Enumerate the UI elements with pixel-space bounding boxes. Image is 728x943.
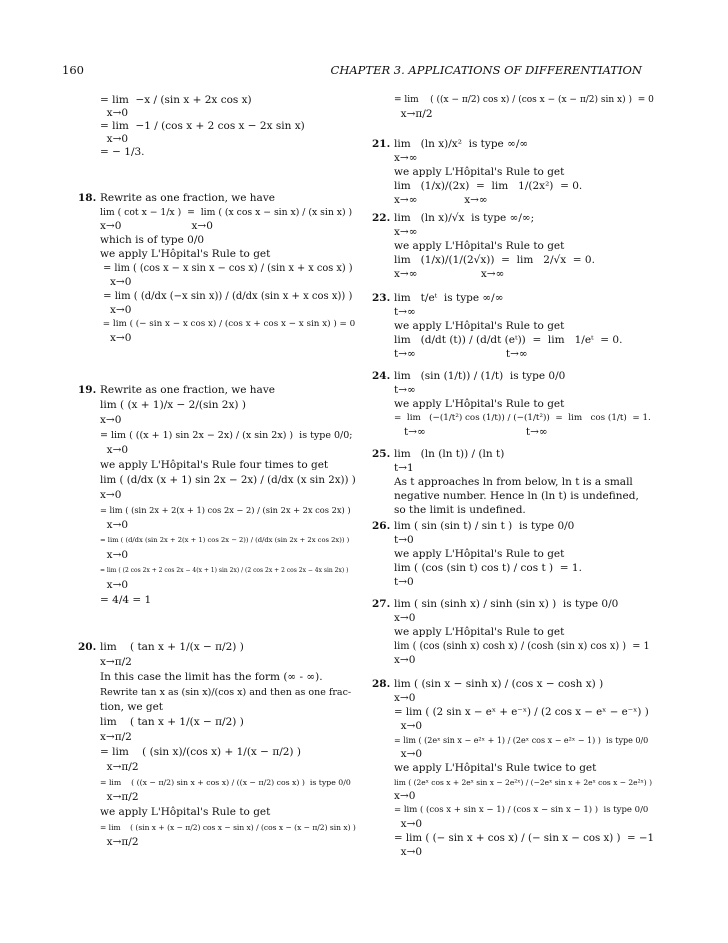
solution-line: lim ( (d/dx (x + 1) sin 2x − 2x) / (d/dx (x sin 2x)) ) <box>100 474 356 486</box>
solution-line: = lim (−(1/t²) cos (1/t)) / (−(1/t²)) = lim cos (1/t) = 1. <box>394 413 651 423</box>
continued-solution-20 <box>372 94 654 138</box>
solution-line: lim t/eᵗ is type ∞/∞ <box>394 292 504 304</box>
solution-line: t→∞ <box>394 306 416 318</box>
solution-line: = lim ( ((x − π/2) cos x) / (cos x − (x − π/2) sin x) ) = 0 <box>394 95 654 105</box>
solution-line: = lim −x / (sin x + 2x cos x) <box>100 94 252 106</box>
solution-line: negative number. Hence ln (ln t) is undefined, <box>394 490 639 502</box>
problem-number: 23. <box>372 292 391 304</box>
solution-line: we apply L'Hôpital's Rule to get <box>394 548 565 560</box>
solution-line: = − 1/3. <box>100 146 145 158</box>
solution-line: = lim ( (cos x − x sin x − cos x) / (sin x + x cos x) ) <box>100 263 353 274</box>
solution-line: lim (ln (ln t)) / (ln t) <box>394 448 505 460</box>
problem-20 <box>78 641 356 861</box>
solution-line: x→0 <box>394 748 423 760</box>
solution-line: x→∞ <box>394 152 418 164</box>
solution-line: x→0 <box>394 720 423 732</box>
solution-line: lim ( (2eˣ cos x + 2eˣ sin x − 2e²ˣ) / (−2eˣ sin x + 2eˣ cos x − 2e²ˣ) ) <box>394 778 653 787</box>
solution-line: t→0 <box>394 534 414 546</box>
solution-line: As t approaches ln from below, ln t is a small <box>394 476 633 488</box>
solution-line: we apply L'Hôpital's Rule to get <box>100 806 271 818</box>
solution-line: lim (1/x)/(1/(2√x)) = lim 2/√x = 0. <box>394 254 595 266</box>
problem-number: 27. <box>372 598 391 610</box>
problem-number: 19. <box>78 384 97 396</box>
solution-line: we apply L'Hôpital's Rule to get <box>394 398 565 410</box>
solution-line: = lim ( (sin 2x + 2(x + 1) cos 2x − 2) / (sin 2x + 2x cos 2x) ) <box>100 505 351 515</box>
solution-line: x→π/2 <box>100 731 132 743</box>
solution-line: = lim ( (− sin x − x cos x) / (cos x + cos x − x sin x) ) = 0 <box>100 319 356 329</box>
solution-line: x→π/2 <box>100 656 132 668</box>
solution-line: x→0 <box>100 107 129 119</box>
problem-solution <box>394 520 654 598</box>
solution-line: t→∞ t→∞ <box>394 426 548 438</box>
solution-line: = lim ( ((x − π/2) sin x + cos x) / ((x − π/2) cos x) ) is type 0/0 <box>100 778 351 787</box>
problem-23 <box>372 292 654 370</box>
solution-line: lim (ln x)/x² is type ∞/∞ <box>394 138 529 150</box>
solution-line: lim (1/x)/(2x) = lim 1/(2x²) = 0. <box>394 180 583 192</box>
problem-solution <box>394 598 654 678</box>
solution-line: we apply L'Hôpital's Rule twice to get <box>394 762 597 774</box>
solution-line: x→0 <box>394 692 416 704</box>
solution-line: x→0 <box>100 332 132 344</box>
solution-line: lim ( (cos (sin t) cos t) / cos t ) = 1. <box>394 562 582 574</box>
problem-solution <box>394 370 654 448</box>
problem-number: 24. <box>372 370 391 382</box>
problem-27 <box>372 598 654 678</box>
solution-line: x→0 <box>394 790 416 802</box>
solution-line: = lim ( (sin x + (x − π/2) cos x − sin x) / (cos x − (x − π/2) sin x) ) <box>100 823 356 832</box>
solution-line: we apply L'Hôpital's Rule to get <box>394 626 565 638</box>
problem-solution <box>394 292 654 370</box>
solution-line: x→0 <box>100 133 129 145</box>
problem-solution <box>100 192 356 384</box>
solution-line: = lim ( ((x + 1) sin 2x − 2x) / (x sin 2x) ) is type 0/0; <box>100 430 353 441</box>
chapter-title: CHAPTER 3. APPLICATIONS OF DIFFERENTIATION <box>330 63 642 77</box>
solution-line: t→∞ <box>394 384 416 396</box>
solution-line: lim ( sin (sinh x) / sinh (sin x) ) is type 0/0 <box>394 598 619 610</box>
solution-line: lim ( sin (sin t) / sin t ) is type 0/0 <box>394 520 575 532</box>
solution-line: x→0 <box>100 304 132 316</box>
problem-19 <box>78 384 356 641</box>
problem-number: 25. <box>372 448 391 460</box>
solution-line: tion, we get <box>100 701 164 713</box>
solution-line: x→∞ x→∞ <box>394 268 505 280</box>
solution-line: Rewrite as one fraction, we have <box>100 192 275 204</box>
problem-18 <box>78 192 356 384</box>
solution-line: x→0 <box>100 519 129 531</box>
problem-number: 28. <box>372 678 391 690</box>
left-column <box>78 94 356 861</box>
solution-line: lim ( (sin x − sinh x) / (cos x − cosh x) ) <box>394 678 604 690</box>
solution-line: = lim ( (sin x)/(cos x) + 1/(x − π/2) ) <box>100 746 301 758</box>
solution-line: x→0 <box>100 579 129 591</box>
solution-line: t→0 <box>394 576 414 588</box>
solution-line: x→∞ x→∞ <box>394 194 488 206</box>
solution-line: x→0 <box>100 444 129 456</box>
solution-line: x→0 <box>100 276 132 288</box>
solution-line: x→0 x→0 <box>100 220 213 232</box>
solution-line: = lim ( (− sin x + cos x) / (− sin x − cos x) ) = −1 <box>394 832 654 844</box>
solution-line: we apply L'Hôpital's Rule four times to get <box>100 459 329 471</box>
solution-line: = lim ( (d/dx (sin 2x + 2(x + 1) cos 2x − 2)) / (d/dx (sin 2x + 2x cos 2x)) ) <box>100 536 350 544</box>
problem-solution <box>394 138 654 212</box>
problem-solution <box>394 678 654 868</box>
solution-line: = lim ( (2eˣ sin x − e²ˣ + 1) / (2eˣ cos x − e²ˣ − 1) ) is type 0/0 <box>394 736 649 745</box>
solution-line: x→0 <box>100 489 122 501</box>
solution-line: = lim ( (d/dx (−x sin x)) / (d/dx (sin x + x cos x)) ) <box>100 291 353 302</box>
solution-line: we apply L'Hôpital's Rule to get <box>394 320 565 332</box>
solution-line: Rewrite as one fraction, we have <box>100 384 275 396</box>
solution-line: x→0 <box>394 846 423 858</box>
problem-number: 18. <box>78 192 97 204</box>
solution-line: = lim −1 / (cos x + 2 cos x − 2x sin x) <box>100 120 305 132</box>
problem-solution <box>100 384 356 641</box>
problem-solution <box>100 641 356 861</box>
right-column <box>372 94 654 868</box>
solution-line: lim ( cot x − 1/x ) = lim ( (x cos x − sin x) / (x sin x) ) <box>100 207 353 218</box>
solution-line: x→0 <box>394 818 423 830</box>
solution-line: which is of type 0/0 <box>100 234 205 246</box>
solution-line: = lim ( (2 sin x − eˣ + e⁻ˣ) / (2 cos x − eˣ − e⁻ˣ) ) <box>394 706 649 718</box>
solution-line: x→π/2 <box>394 108 433 120</box>
solution-line: lim ( (cos (sinh x) cosh x) / (cosh (sin x) cos x) ) = 1 <box>394 641 650 652</box>
problem-24 <box>372 370 654 448</box>
solution-line: lim ( tan x + 1/(x − π/2) ) <box>100 641 244 653</box>
problem-25 <box>372 448 654 520</box>
solution-line: x→0 <box>394 654 416 666</box>
problem-26 <box>372 520 654 598</box>
solution-line: x→π/2 <box>100 836 139 848</box>
solution-line: lim (d/dt (t)) / (d/dt (eᵗ)) = lim 1/eᵗ = 0. <box>394 334 623 346</box>
solution-line: t→∞ t→∞ <box>394 348 528 360</box>
solution-line: Rewrite tan x as (sin x)/(cos x) and then as one frac- <box>100 687 352 698</box>
solution-line: = lim ( (2 cos 2x + 2 cos 2x − 4(x + 1) sin 2x) / (2 cos 2x + 2 cos 2x − 4x sin 2x) ) <box>100 567 349 574</box>
problem-solution <box>394 212 654 292</box>
page-number: 160 <box>62 63 84 77</box>
solution-line: = 4/4 = 1 <box>100 594 152 606</box>
problem-number: 20. <box>78 641 97 653</box>
solution-line: so the limit is undefined. <box>394 504 526 516</box>
solution-line: lim (ln x)/√x is type ∞/∞; <box>394 212 535 224</box>
solution-line: we apply L'Hôpital's Rule to get <box>394 166 565 178</box>
problem-number: 26. <box>372 520 391 532</box>
problem-solution <box>394 448 654 520</box>
problem-28 <box>372 678 654 868</box>
problem-number: 21. <box>372 138 391 150</box>
problem-22 <box>372 212 654 292</box>
solution-line: x→0 <box>100 549 129 561</box>
continued-solution-17 <box>78 94 356 192</box>
solution-line: x→π/2 <box>100 761 139 773</box>
solution-line: x→0 <box>100 414 122 426</box>
solution-line: t→1 <box>394 462 414 474</box>
solution-line: x→∞ <box>394 226 418 238</box>
problem-21 <box>372 138 654 212</box>
solution-line: x→0 <box>394 612 416 624</box>
solution-line: we apply L'Hôpital's Rule to get <box>100 248 271 260</box>
solution-line: we apply L'Hôpital's Rule to get <box>394 240 565 252</box>
solution-line: = lim ( (cos x + sin x − 1) / (cos x − sin x − 1) ) is type 0/0 <box>394 805 649 815</box>
solution-line: lim (sin (1/t)) / (1/t) is type 0/0 <box>394 370 566 382</box>
solution-line: lim ( tan x + 1/(x − π/2) ) <box>100 716 244 728</box>
problem-number: 22. <box>372 212 391 224</box>
solution-line: x→π/2 <box>100 791 139 803</box>
solution-line: lim ( (x + 1)/x − 2/(sin 2x) ) <box>100 399 246 411</box>
solution-line: In this case the limit has the form (∞ - ∞). <box>100 671 323 683</box>
